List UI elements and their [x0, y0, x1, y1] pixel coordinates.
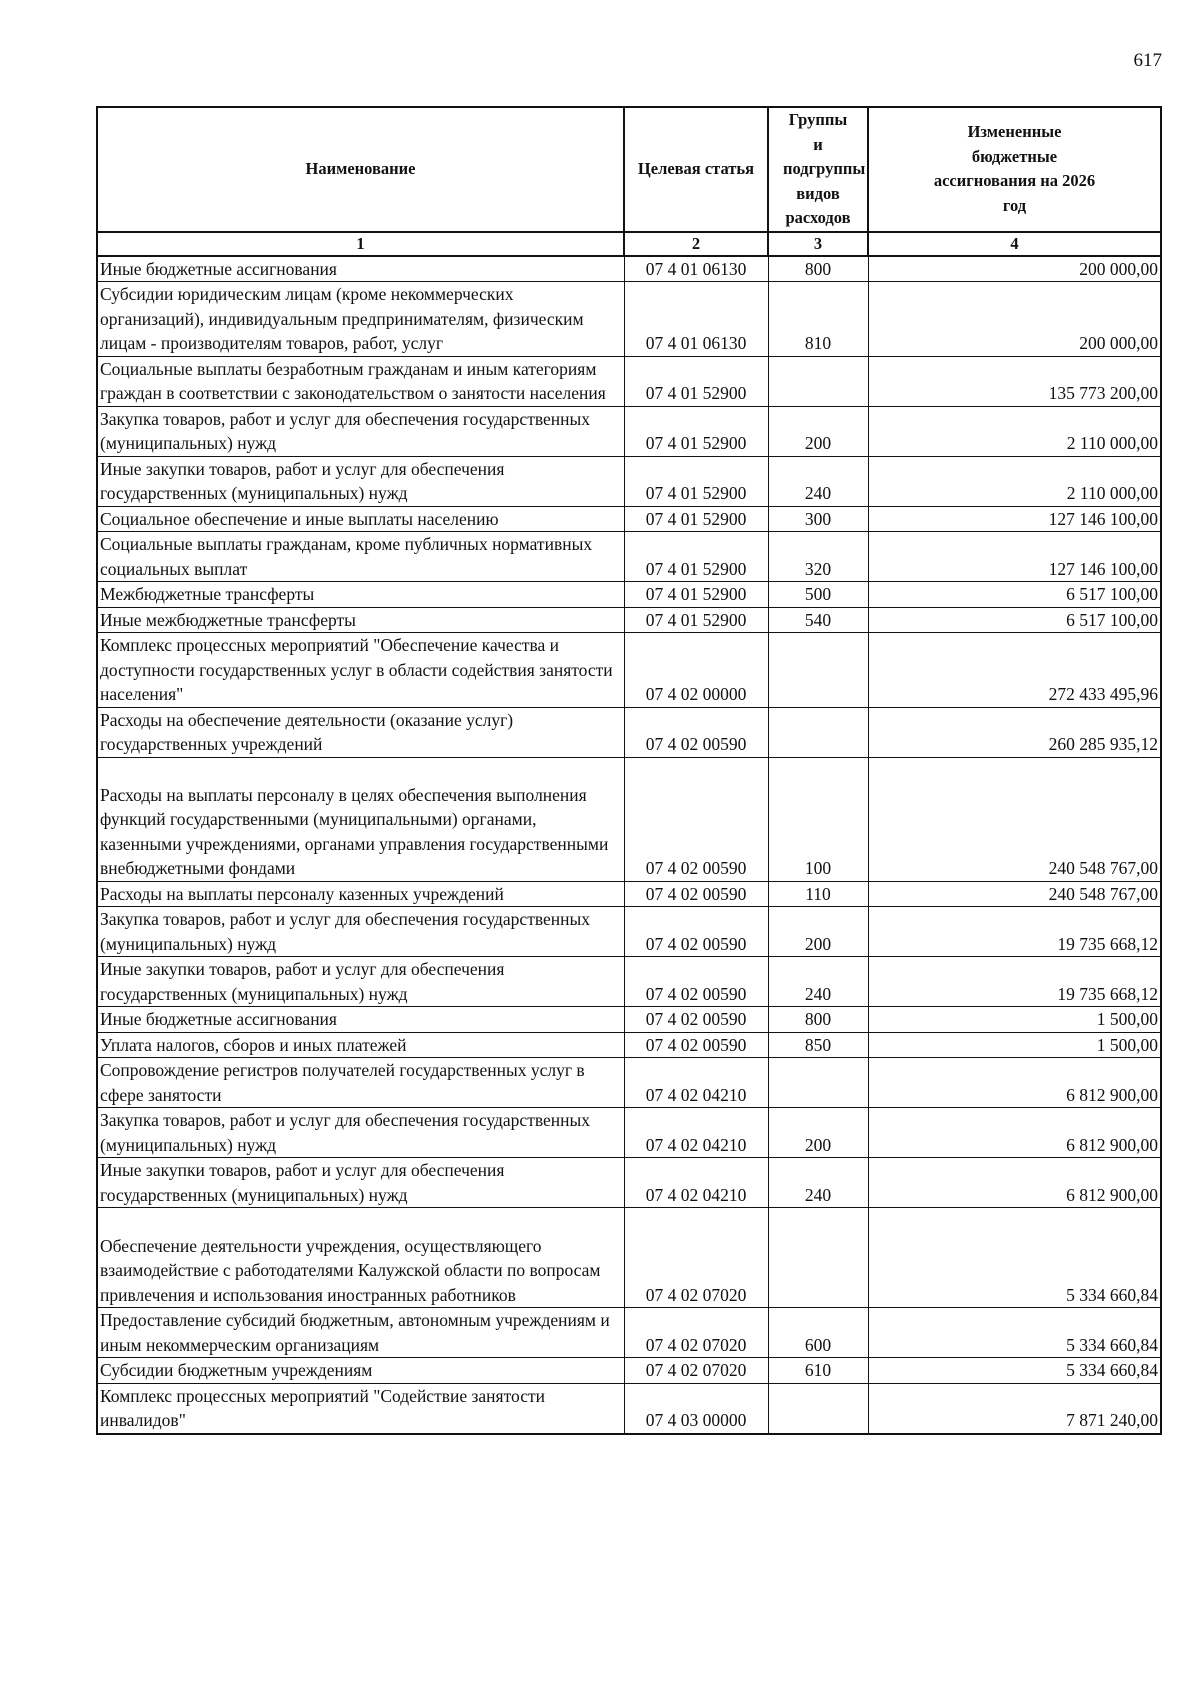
row-amount: 2 110 000,00	[868, 406, 1161, 456]
column-number: 1	[97, 232, 624, 256]
row-amount: 135 773 200,00	[868, 356, 1161, 406]
row-group: 300	[768, 506, 868, 532]
row-name: Иные закупки товаров, работ и услуг для обеспечения государственных (муниципальных) нужд	[97, 456, 624, 506]
row-name: Иные бюджетные ассигнования	[97, 256, 624, 282]
table-row	[97, 757, 1161, 881]
row-amount: 127 146 100,00	[868, 532, 1161, 582]
row-name: Субсидии юридическим лицам (кроме некоммерческих организаций), индивидуальным предпринимателям, физическим лицам - производителям товаров, работ, услуг	[97, 282, 624, 357]
row-target-code: 07 4 02 04210	[624, 1108, 768, 1158]
row-group: 500	[768, 582, 868, 608]
table-row	[97, 1383, 1161, 1434]
table-row	[97, 607, 1161, 633]
row-name: Предоставление субсидий бюджетным, автономным учреждениям и иным некоммерческим организациям	[97, 1308, 624, 1358]
table-row	[97, 1007, 1161, 1033]
row-amount: 5 334 660,84	[868, 1358, 1161, 1384]
row-amount: 127 146 100,00	[868, 506, 1161, 532]
row-target-code: 07 4 02 07020	[624, 1308, 768, 1358]
row-name: Комплекс процессных мероприятий "Обеспечение качества и доступности государственных услуг в области содействия занятости населения"	[97, 633, 624, 708]
row-target-code: 07 4 02 00590	[624, 957, 768, 1007]
row-name: Межбюджетные трансферты	[97, 582, 624, 608]
row-group: 200	[768, 907, 868, 957]
table-row	[97, 282, 1161, 357]
table-row	[97, 506, 1161, 532]
row-target-code: 07 4 01 52900	[624, 607, 768, 633]
row-amount: 200 000,00	[868, 282, 1161, 357]
table-row	[97, 356, 1161, 406]
row-name: Социальные выплаты гражданам, кроме публичных нормативных социальных выплат	[97, 532, 624, 582]
row-amount: 6 812 900,00	[868, 1158, 1161, 1208]
row-group: 540	[768, 607, 868, 633]
row-amount: 5 334 660,84	[868, 1208, 1161, 1308]
row-name: Социальные выплаты безработным гражданам и иным категориям граждан в соответствии с законодательством о занятости населения	[97, 356, 624, 406]
header-target-article: Целевая статья	[624, 107, 768, 232]
row-amount: 6 517 100,00	[868, 582, 1161, 608]
row-amount: 260 285 935,12	[868, 707, 1161, 757]
row-target-code: 07 4 03 00000	[624, 1383, 768, 1434]
row-group: 100	[768, 757, 868, 881]
row-name: Иные бюджетные ассигнования	[97, 1007, 624, 1033]
row-group: 240	[768, 456, 868, 506]
row-target-code: 07 4 02 07020	[624, 1358, 768, 1384]
row-target-code: 07 4 01 52900	[624, 506, 768, 532]
row-name: Закупка товаров, работ и услуг для обеспечения государственных (муниципальных) нужд	[97, 406, 624, 456]
table-row	[97, 1358, 1161, 1384]
row-target-code: 07 4 02 00590	[624, 907, 768, 957]
row-group	[768, 356, 868, 406]
row-group: 800	[768, 1007, 868, 1033]
row-name: Расходы на выплаты персоналу в целях обеспечения выполнения функций государственными (муниципальными) органами, казенными учреждениями, органами управления государственными внебюджетными фондами	[97, 757, 624, 881]
row-amount: 6 517 100,00	[868, 607, 1161, 633]
row-amount: 19 735 668,12	[868, 907, 1161, 957]
row-name: Социальное обеспечение и иные выплаты населению	[97, 506, 624, 532]
row-group: 240	[768, 1158, 868, 1208]
row-target-code: 07 4 01 52900	[624, 356, 768, 406]
table-row	[97, 707, 1161, 757]
row-group: 610	[768, 1358, 868, 1384]
row-group	[768, 1383, 868, 1434]
row-target-code: 07 4 02 00000	[624, 633, 768, 708]
table-row	[97, 1308, 1161, 1358]
row-name: Субсидии бюджетным учреждениям	[97, 1358, 624, 1384]
row-target-code: 07 4 02 07020	[624, 1208, 768, 1308]
row-target-code: 07 4 02 04210	[624, 1158, 768, 1208]
row-group: 200	[768, 406, 868, 456]
row-amount: 1 500,00	[868, 1032, 1161, 1058]
row-amount: 2 110 000,00	[868, 456, 1161, 506]
table-row	[97, 1032, 1161, 1058]
table-header	[97, 107, 1161, 256]
row-target-code: 07 4 02 00590	[624, 707, 768, 757]
row-target-code: 07 4 01 52900	[624, 532, 768, 582]
row-group: 240	[768, 957, 868, 1007]
row-name: Иные закупки товаров, работ и услуг для обеспечения государственных (муниципальных) нужд	[97, 957, 624, 1007]
row-group	[768, 1208, 868, 1308]
table-row	[97, 532, 1161, 582]
table-row	[97, 256, 1161, 282]
row-name: Иные межбюджетные трансферты	[97, 607, 624, 633]
row-amount: 6 812 900,00	[868, 1108, 1161, 1158]
row-amount: 19 735 668,12	[868, 957, 1161, 1007]
row-amount: 200 000,00	[868, 256, 1161, 282]
header-expense-groups: Группы и подгруппы видов расходов	[768, 107, 868, 232]
row-target-code: 07 4 01 06130	[624, 256, 768, 282]
page-number: 617	[1133, 50, 1162, 71]
row-amount: 240 548 767,00	[868, 757, 1161, 881]
row-name: Расходы на выплаты персоналу казенных учреждений	[97, 881, 624, 907]
row-name: Уплата налогов, сборов и иных платежей	[97, 1032, 624, 1058]
header-name: Наименование	[97, 107, 624, 232]
table-row	[97, 456, 1161, 506]
row-group: 200	[768, 1108, 868, 1158]
row-group	[768, 633, 868, 708]
row-group: 600	[768, 1308, 868, 1358]
row-target-code: 07 4 02 04210	[624, 1058, 768, 1108]
row-amount: 5 334 660,84	[868, 1308, 1161, 1358]
table-row	[97, 406, 1161, 456]
row-amount: 6 812 900,00	[868, 1058, 1161, 1108]
row-group: 850	[768, 1032, 868, 1058]
column-number: 3	[768, 232, 868, 256]
column-number: 4	[868, 232, 1161, 256]
column-number: 2	[624, 232, 768, 256]
row-amount: 7 871 240,00	[868, 1383, 1161, 1434]
row-group: 110	[768, 881, 868, 907]
row-group: 810	[768, 282, 868, 357]
row-name: Закупка товаров, работ и услуг для обеспечения государственных (муниципальных) нужд	[97, 907, 624, 957]
row-group: 320	[768, 532, 868, 582]
table-row	[97, 633, 1161, 708]
row-amount: 272 433 495,96	[868, 633, 1161, 708]
row-group	[768, 707, 868, 757]
table-row	[97, 1158, 1161, 1208]
table-row	[97, 957, 1161, 1007]
row-name: Сопровождение регистров получателей государственных услуг в сфере занятости	[97, 1058, 624, 1108]
row-target-code: 07 4 02 00590	[624, 881, 768, 907]
row-name: Иные закупки товаров, работ и услуг для обеспечения государственных (муниципальных) нужд	[97, 1158, 624, 1208]
row-amount: 240 548 767,00	[868, 881, 1161, 907]
row-name: Обеспечение деятельности учреждения, осуществляющего взаимодействие с работодателями Калужской области по вопросам привлечения и использования иностранных работников	[97, 1208, 624, 1308]
budget-table	[96, 106, 1162, 1435]
table-row	[97, 1058, 1161, 1108]
table-row	[97, 907, 1161, 957]
row-target-code: 07 4 01 52900	[624, 456, 768, 506]
row-amount: 1 500,00	[868, 1007, 1161, 1033]
table-row	[97, 881, 1161, 907]
table-row	[97, 1108, 1161, 1158]
row-group: 800	[768, 256, 868, 282]
table-row	[97, 582, 1161, 608]
header-amount-2026: Измененные бюджетные ассигнования на 2026 год	[868, 107, 1161, 232]
table-row	[97, 1208, 1161, 1308]
row-group	[768, 1058, 868, 1108]
row-target-code: 07 4 02 00590	[624, 1032, 768, 1058]
row-target-code: 07 4 01 06130	[624, 282, 768, 357]
row-name: Комплекс процессных мероприятий "Содействие занятости инвалидов"	[97, 1383, 624, 1434]
column-numbers-row	[97, 232, 1161, 256]
row-name: Закупка товаров, работ и услуг для обеспечения государственных (муниципальных) нужд	[97, 1108, 624, 1158]
row-target-code: 07 4 01 52900	[624, 406, 768, 456]
row-target-code: 07 4 01 52900	[624, 582, 768, 608]
row-target-code: 07 4 02 00590	[624, 1007, 768, 1033]
row-target-code: 07 4 02 00590	[624, 757, 768, 881]
row-name: Расходы на обеспечение деятельности (оказание услуг) государственных учреждений	[97, 707, 624, 757]
